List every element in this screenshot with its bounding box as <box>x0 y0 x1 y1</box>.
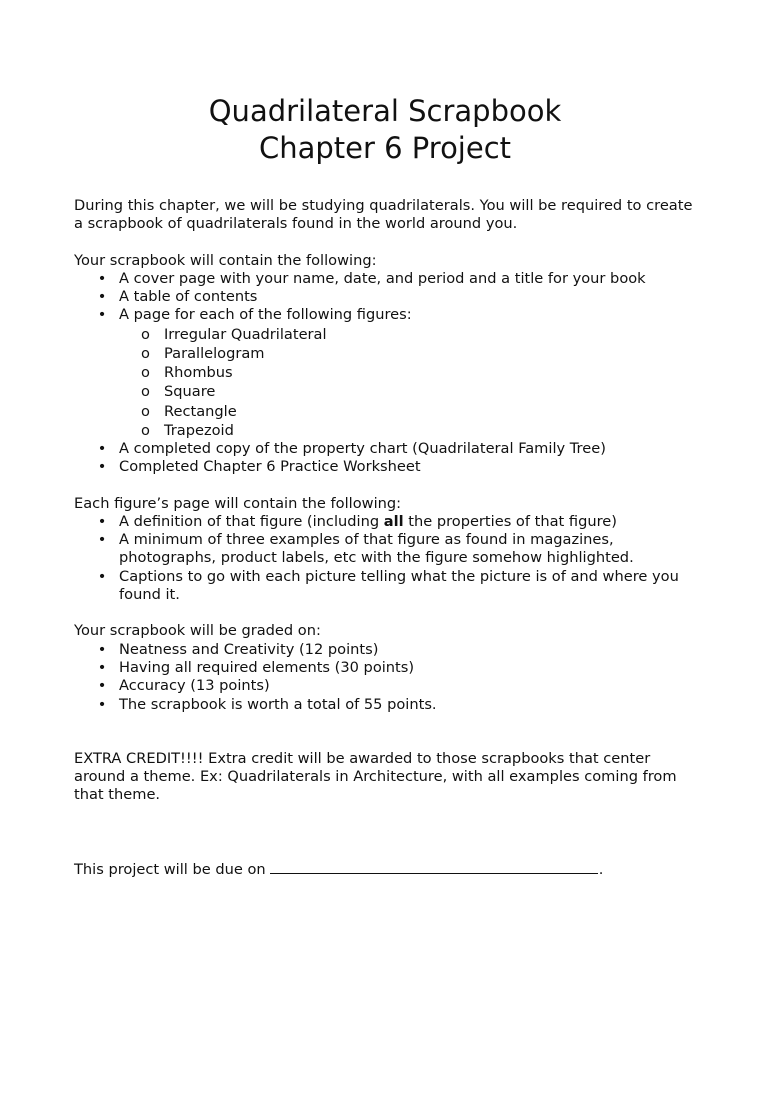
title-line-2: Chapter 6 Project <box>258 131 512 165</box>
grading-section <box>74 622 696 713</box>
intro-paragraph: During this chapter, we will be studying quadrilaterals. You will be required to create a scrapbook of quadrilaterals found in the world around you. <box>74 197 693 233</box>
list-item <box>97 658 696 677</box>
list-item-text: Captions to go with each picture telling what the picture is of and where you found it. <box>119 567 679 604</box>
bullet-icon: • <box>97 288 107 306</box>
list-item-text: Having all required elements (30 points) <box>119 658 415 676</box>
circle-bullet-icon: o <box>141 325 150 343</box>
figure-name: Square <box>164 383 216 401</box>
bullet-icon: • <box>97 269 107 287</box>
document-page <box>0 93 770 1117</box>
extra-credit-paragraph: EXTRA CREDIT!!!! Extra credit will be awarded to those scrapbooks that center around a theme. Ex: Quadrilaterals in Architecture, with all examples coming from that theme. <box>74 749 677 804</box>
grading-list <box>74 641 696 714</box>
list-item <box>97 440 696 458</box>
contents-heading: Your scrapbook will contain the following: <box>74 251 377 269</box>
list-item <box>97 695 696 714</box>
list-item-text: Completed Chapter 6 Practice Worksheet <box>119 458 421 476</box>
due-date-end: . <box>598 860 604 878</box>
sublist-item <box>141 344 696 363</box>
sublist-item <box>141 382 696 401</box>
list-item-text: The scrapbook is worth a total of 55 points. <box>119 695 437 713</box>
bullet-icon: • <box>97 512 107 530</box>
list-item <box>97 531 696 568</box>
circle-bullet-icon: o <box>141 383 150 401</box>
bullet-icon: • <box>97 531 107 549</box>
sublist-item <box>141 325 696 344</box>
circle-bullet-icon: o <box>141 402 150 420</box>
contents-section <box>74 252 696 477</box>
bullet-icon: • <box>97 458 107 476</box>
bullet-icon: • <box>97 440 107 457</box>
list-item-text: A cover page with your name, date, and period and a title for your book <box>119 269 646 287</box>
sublist-item <box>141 421 696 440</box>
list-item <box>97 640 696 659</box>
figure-page-heading: Each figure’s page will contain the following: <box>74 494 402 512</box>
list-item-text: Neatness and Creativity (12 points) <box>119 640 379 658</box>
list-item <box>97 288 696 306</box>
bullet-icon: • <box>97 658 107 676</box>
figure-name: Rhombus <box>164 364 233 382</box>
grading-heading: Your scrapbook will be graded on: <box>74 622 321 640</box>
sublist-item <box>141 402 696 421</box>
list-item <box>97 269 696 288</box>
contents-list <box>74 270 696 477</box>
figure-name: Irregular Quadrilateral <box>164 325 327 343</box>
list-item <box>97 567 696 605</box>
list-item <box>97 306 696 440</box>
figure-page-section <box>74 495 696 605</box>
bullet-icon: • <box>97 640 107 658</box>
list-item <box>97 458 696 476</box>
figure-name: Rectangle <box>164 402 237 420</box>
circle-bullet-icon: o <box>141 421 150 439</box>
list-item-text: Accuracy (13 points) <box>119 677 270 695</box>
circle-bullet-icon: o <box>141 364 150 382</box>
list-item-text-before: A definition of that figure (including <box>119 512 384 530</box>
due-date-line <box>74 859 696 879</box>
list-item-bold-text: all <box>383 512 404 530</box>
due-date-label: This project will be due on <box>74 860 266 878</box>
figures-sublist <box>119 325 696 440</box>
due-date-blank <box>270 859 598 874</box>
sublist-item <box>141 363 696 382</box>
document-title <box>74 93 696 167</box>
list-item <box>97 512 696 531</box>
circle-bullet-icon: o <box>141 344 150 362</box>
list-item-text: A completed copy of the property chart (Quadrilateral Family Tree) <box>119 440 606 457</box>
bullet-icon: • <box>97 695 107 713</box>
figure-name: Parallelogram <box>164 344 265 362</box>
list-item-text: A minimum of three examples of that figure as found in magazines, photographs, product labels, etc with the figure somehow highlighted. <box>119 531 634 567</box>
list-item-text: A table of contents <box>119 288 258 306</box>
figure-page-list <box>74 513 696 604</box>
list-item-text-after: the properties of that figure) <box>403 512 617 530</box>
list-item-text: A page for each of the following figures: <box>119 306 412 324</box>
title-line-1: Quadrilateral Scrapbook <box>208 94 562 128</box>
bullet-icon: • <box>97 677 107 695</box>
bullet-icon: • <box>97 567 107 585</box>
figure-name: Trapezoid <box>164 421 234 439</box>
list-item <box>97 677 696 695</box>
bullet-icon: • <box>97 306 107 324</box>
